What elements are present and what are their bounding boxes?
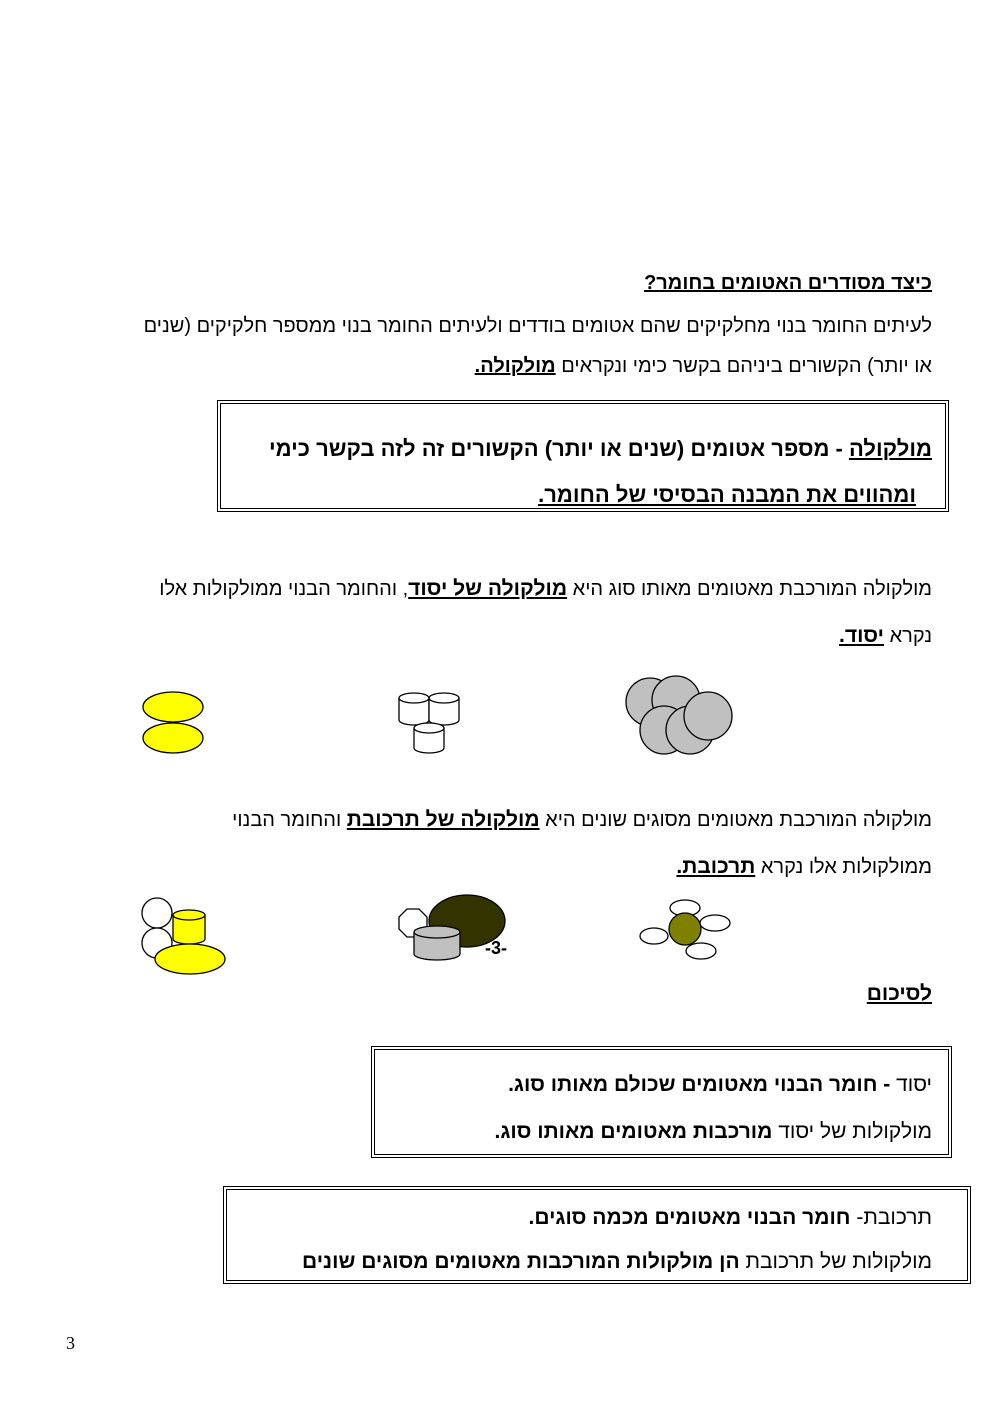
summary-element-label: יסוד: [890, 1073, 932, 1096]
summary-compound-molecule-label: מולקולות של תרכובת: [739, 1250, 932, 1273]
compound-line-1: [232, 808, 932, 832]
page-number: 3: [66, 1333, 75, 1353]
yellow-compound-molecule: [135, 893, 245, 978]
element-line-1: [159, 577, 932, 601]
compound-text-a: מולקולה המורכבת מאטומים מסוגים שונים היא: [539, 809, 932, 831]
compound-line-2: [676, 855, 932, 879]
summary-element-line-1: [508, 1073, 932, 1097]
intro-line-2-text: או יותר) הקשורים ביניהם בקשר כימי ונקראים: [555, 355, 932, 377]
element-text-c: נקרא: [884, 625, 932, 647]
olive-compound-molecule: [637, 895, 737, 970]
summary-compound-definition: חומר הבנוי מאטומים מכמה סוגים.: [528, 1206, 851, 1229]
gray-cluster-molecule: [620, 672, 740, 762]
yellow-diatomic-molecule: [130, 685, 220, 760]
definition-term: מולקולה: [848, 436, 932, 461]
white-cylinder-molecule: [392, 688, 472, 758]
intro-line-2: [475, 355, 932, 378]
element-molecule-term: מולקולה של יסוד: [408, 577, 568, 600]
summary-heading: לסיכום: [866, 982, 932, 1005]
page-marker: -3-: [485, 938, 507, 958]
element-term: יסוד.: [839, 624, 885, 647]
summary-element-molecule-text: מורכבות מאטומים מאותו סוג.: [494, 1120, 773, 1143]
definition-line-2: [538, 482, 916, 508]
section-heading: כיצד מסודרים האטומים בחומר?: [644, 272, 932, 294]
element-line-2: [839, 624, 932, 648]
definition-line-2-text: ומהווים את המבנה הבסיסי של החומר.: [538, 482, 916, 507]
compound-text-b: והחומר הבנוי: [232, 809, 347, 831]
compound-molecule-term: מולקולה של תרכובת: [346, 808, 540, 831]
summary-element-line-2: [495, 1120, 933, 1144]
intro-term: מולקולה.: [474, 355, 556, 377]
intro-line-1: לעיתים החומר בנוי מחלקיקים שהם אטומים בודדים ולעיתים החומר בנוי ממספר חלקיקים (שנים: [143, 315, 932, 337]
summary-compound-label: תרכובת-: [850, 1206, 932, 1229]
element-text-a: מולקולה המורכבת מאטומים מאותו סוג היא: [567, 578, 932, 600]
summary-compound-line-2: [302, 1250, 932, 1274]
summary-compound-molecule-text: הן מולקולות המורכבות מאטומים מסוגים שונים: [302, 1250, 740, 1273]
summary-element-molecule-label: מולקולות של יסוד: [772, 1120, 932, 1143]
definition-line-1: [269, 436, 932, 462]
summary-compound-line-1: [529, 1206, 932, 1230]
definition-text: - מספר אטומים (שנים או יותר) הקשורים זה לזה בקשר כימי: [268, 436, 849, 461]
compound-text-c: ממולקולות אלו נקרא: [755, 856, 932, 878]
element-text-b: , והחומר הבנוי ממולקולות אלו: [159, 578, 409, 600]
compound-term: תרכובת.: [676, 855, 756, 878]
summary-element-definition: - חומר הבנוי מאטומים שכולם מאותו סוג.: [508, 1073, 891, 1096]
